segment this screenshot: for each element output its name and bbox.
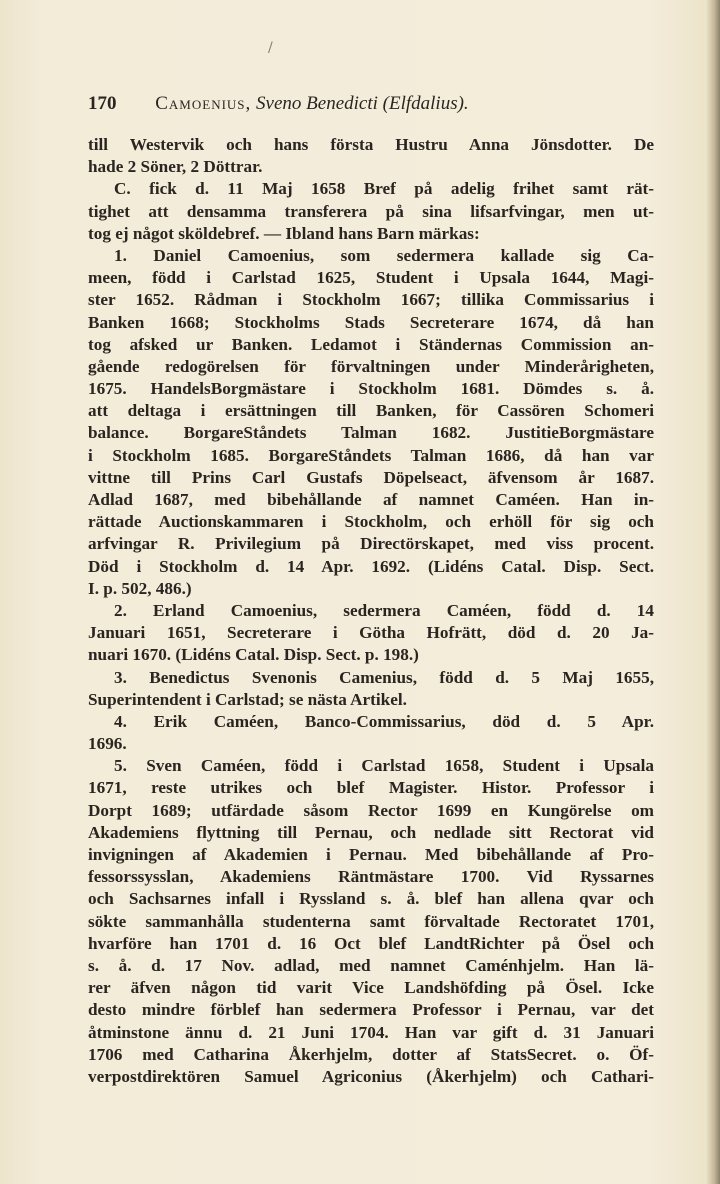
text-line: Dorpt 1689; utfärdade såsom Rector 1699 en Kungörelse om: [88, 800, 654, 820]
text-line: 3. Benedictus Svenonis Camenius, född d. 5 Maj 1655,: [114, 667, 654, 687]
text-line: I. p. 502, 486.): [88, 578, 192, 598]
page-edge: [706, 0, 720, 1184]
text-line: hvarföre han 1701 d. 16 Oct blef LandtRichter på Ösel och: [88, 933, 654, 953]
text-line: 1696.: [88, 734, 127, 754]
text-line: verpostdirektören Samuel Agriconius (Åkerhjelm) och Cathari-: [88, 1066, 654, 1086]
text-line: Banken 1668; Stockholms Stads Secreterare 1674, då han: [88, 312, 654, 332]
text-line: 2. Erland Camoenius, sedermera Caméen, född d. 14: [114, 600, 654, 620]
text-line: 1675. HandelsBorgmästare i Stockholm 1681. Dömdes s. å.: [88, 379, 654, 399]
article-body: [88, 134, 654, 1088]
text-line: rättade Auctionskammaren i Stockholm, och erhöll för sig och: [88, 512, 654, 532]
text-line: nuari 1670. (Lidéns Catal. Disp. Sect. p. 198.): [88, 645, 419, 665]
text-line: arfvingar R. Privilegium på Directörskapet, med viss procent.: [88, 534, 654, 554]
text-line: 1. Daniel Camoenius, som sedermera kallade sig Ca-: [114, 245, 654, 265]
text-line: och Sachsarnes infall i Ryssland s. å. blef han allena qvar och: [88, 889, 654, 909]
text-line: 1706 med Catharina Åkerhjelm, dotter af StatsSecret. o. Öf-: [88, 1044, 654, 1064]
text-line: Adlad 1687, med bibehållande af namnet Caméen. Han in-: [88, 490, 654, 509]
text-line: i Stockholm 1685. BorgareStåndets Talman 1686, då han var: [88, 445, 654, 465]
text-line: vittne till Prins Carl Gustafs Döpelseact, äfvensom år 1687.: [88, 467, 654, 487]
text-line: 5. Sven Caméen, född i Carlstad 1658, Student i Upsala: [114, 756, 654, 776]
text-line: hade 2 Söner, 2 Döttrar.: [88, 157, 263, 177]
text-line: att deltaga i ersättningen till Banken, för Cassören Schomeri: [88, 401, 654, 421]
text-line: Död i Stockholm d. 14 Apr. 1692. (Lidéns Catal. Disp. Sect.: [88, 556, 654, 576]
text-line: fessorssysslan, Akademiens Räntmästare 1700. Vid Ryssarnes: [88, 867, 654, 887]
header-subject: Sveno Benedicti (Elfdalius).: [256, 93, 469, 114]
header-name: Camoenius,: [155, 93, 252, 114]
text-line: Akademiens flyttning till Pernau, och nedlade sitt Rectorat vid: [88, 822, 654, 842]
text-line: s. å. d. 17 Nov. adlad, med namnet Caménhjelm. Han lä-: [88, 955, 654, 975]
text-line: ster 1652. Rådman i Stockholm 1667; tillika Commissarius i: [88, 290, 654, 310]
text-line: invigningen af Akademien i Pernau. Med bibehållande af Pro-: [88, 845, 654, 864]
text-line: C. fick d. 11 Maj 1658 Bref på adelig frihet samt rät-: [114, 179, 654, 199]
margin-mark: /: [268, 40, 273, 56]
text-line: sökte sammanhålla studenterna samt förvaltade Rectoratet 1701,: [88, 911, 654, 931]
text-line: åtminstone ännu d. 21 Juni 1704. Han var gift d. 31 Januari: [88, 1022, 654, 1042]
text-line: meen, född i Carlstad 1625, Student i Upsala 1644, Magi-: [88, 268, 654, 288]
text-line: tog afsked ur Banken. Ledamot i Ständernas Commission an-: [88, 334, 654, 354]
text-line: balance. BorgareStåndets Talman 1682. JustitieBorgmästare: [88, 423, 654, 443]
text-line: tighet att densamma transferera på sina lifsarfvingar, men ut-: [88, 201, 654, 221]
text-line: Superintendent i Carlstad; se nästa Artikel.: [88, 689, 407, 709]
running-head: [88, 92, 648, 116]
text-line: tog ej något sköldebref. — Ibland hans Barn märkas:: [88, 223, 480, 243]
text-line: gående redogörelsen för förvaltningen under Minderårigheten,: [88, 356, 654, 376]
page-number: 170: [88, 93, 117, 114]
text-line: rer äfven någon tid varit Vice Landshöfding på Ösel. Icke: [88, 978, 654, 998]
text-line: desto mindre förblef han sedermera Professor i Pernau, var det: [88, 1000, 654, 1020]
text-line: 1671, reste utrikes och blef Magister. Histor. Professor i: [88, 778, 654, 798]
text-line: 4. Erik Caméen, Banco-Commissarius, död d. 5 Apr.: [114, 711, 654, 731]
text-line: till Westervik och hans första Hustru Anna Jönsdotter. De: [88, 135, 654, 154]
text-line: Januari 1651, Secreterare i Götha Hofrätt, död d. 20 Ja-: [88, 623, 654, 643]
